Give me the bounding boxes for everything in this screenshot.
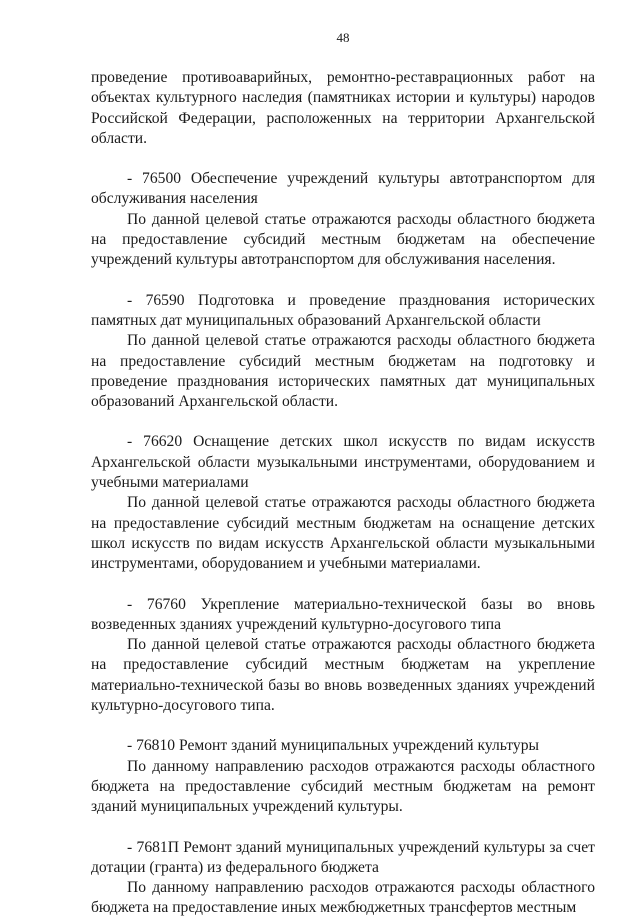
section-heading-76500: - 76500 Обеспечение учреждений культуры автотранспортом для обслуживания населения: [91, 170, 595, 208]
section-heading-7681p: - 7681П Ремонт зданий муниципальных учреждений культуры за счет дотации (гранта) из федерального бюджета: [91, 838, 595, 876]
section-body-76590: По данной целевой статье отражаются расходы областного бюджета на предоставление субсидий местным бюджетам на подготовку и проведение празднования исторических памятных дат муниципальных образований Архангельской области.: [91, 332, 595, 411]
document-page: [91, 30, 595, 919]
section-body-76500: По данной целевой статье отражаются расходы областного бюджета на предоставление субсидий местным бюджетам на обеспечение учреждений культуры автотранспортом для обслуживания населения.: [91, 210, 595, 269]
section-heading-76810: - 76810 Ремонт зданий муниципальных учреждений культуры: [127, 737, 539, 755]
paragraph-gap: [91, 149, 595, 169]
section-heading-76620: - 76620 Оснащение детских школ искусств по видам искусств Архангельской области музыкальными инструментами, оборудованием и учебными материалами: [91, 433, 595, 492]
section-heading-76590: - 76590 Подготовка и проведение празднования исторических памятных дат муниципальных образований Архангельской области: [91, 291, 595, 329]
paragraph-gap: [91, 271, 595, 291]
paragraph-gap: [91, 716, 595, 736]
section-body-76760: По данной целевой статье отражаются расходы областного бюджета на предоставление субсидий местным бюджетам на укрепление материально-технической базы во вновь возведенных зданиях учреждений культурно-досугового типа.: [91, 636, 595, 715]
page-number: 48: [336, 30, 350, 45]
paragraph-gap: [91, 818, 595, 838]
section-body-76810: По данному направлению расходов отражаются расходы областного бюджета на предоставление субсидий местным бюджетам на ремонт зданий муниципальных учреждений культуры.: [91, 757, 595, 816]
intro-paragraph: проведение противоаварийных, ремонтно-реставрационных работ на объектах культурного наследия (памятниках истории и культуры) народов Российской Федерации, расположенных на территории Архангельской области.: [91, 69, 595, 147]
document-body: [91, 68, 595, 919]
section-body-7681p: По данному направлению расходов отражаются расходы областного бюджета на предоставление иных межбюджетных трансфертов местным: [91, 879, 595, 917]
section-body-76620: По данной целевой статье отражаются расходы областного бюджета на предоставление субсидий местным бюджетам на оснащение детских школ искусств по видам искусств Архангельской области музыкальными инструментами, оборудованием и учебными материалами.: [91, 494, 595, 573]
section-heading-76760: - 76760 Укрепление материально-технической базы во вновь возведенных зданиях учреждений культурно-досугового типа: [91, 595, 595, 633]
paragraph-gap: [91, 412, 595, 432]
paragraph-gap: [91, 575, 595, 595]
